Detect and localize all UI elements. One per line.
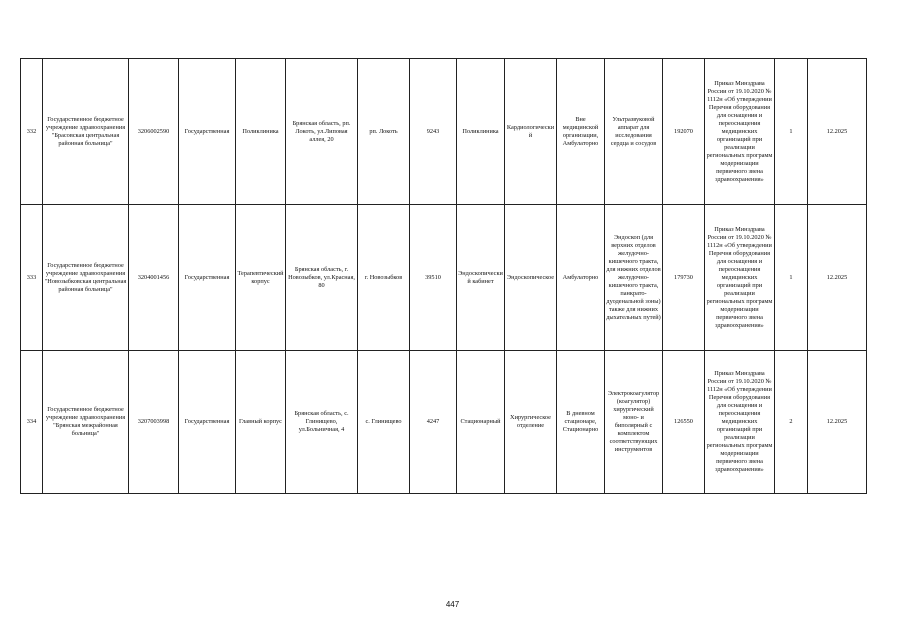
inn-code: 3207003998 — [129, 351, 179, 494]
equipment-code: 179730 — [663, 205, 705, 351]
locality-code: 4247 — [410, 351, 457, 494]
locality-code: 39510 — [410, 205, 457, 351]
care-form: Амбулаторно — [557, 205, 605, 351]
department: Поликлиника — [457, 59, 505, 205]
equipment-name: Эндоскоп (для верхних отделов желудочно-кишечного тракта, для нижних отделов желудочно-кишечного тракта, панкрато-дуоденальной зоны) также для нижних дыхательных путей) — [605, 205, 663, 351]
building-name: Поликлиника — [236, 59, 286, 205]
quantity: 2 — [775, 351, 808, 494]
equipment-code: 126550 — [663, 351, 705, 494]
row-number: 332 — [21, 59, 43, 205]
table-row — [21, 59, 867, 205]
order-reference: Приказ Минздрава России от 19.10.2020 № 1112н «Об утверждении Перечня оборудования для оснащения и переоснащения медицинских организаций при реализации региональных программ модернизации первичного звена здравоохранения» — [705, 351, 775, 494]
address: Брянская область, рп. Локоть, ул.Липовая аллея, 20 — [286, 59, 358, 205]
ownership-type: Государственная — [179, 59, 236, 205]
inn-code: 3206002590 — [129, 59, 179, 205]
table-row — [21, 205, 867, 351]
order-reference: Приказ Минздрава России от 19.10.2020 № 1112н «Об утверждении Перечня оборудования для оснащения и переоснащения медицинских организаций при реализации региональных программ модернизации первичного звена здравоохранения» — [705, 205, 775, 351]
ownership-type: Государственная — [179, 205, 236, 351]
building-name: Главный корпус — [236, 351, 286, 494]
inn-code: 3204001456 — [129, 205, 179, 351]
order-reference: Приказ Минздрава России от 19.10.2020 № 1112н «Об утверждении Перечня оборудования для оснащения и переоснащения медицинских организаций при реализации региональных программ модернизации первичного звена здравоохранения» — [705, 59, 775, 205]
address: Брянская область, г. Новозыбков, ул.Красная, 80 — [286, 205, 358, 351]
locality-code: 9243 — [410, 59, 457, 205]
organization-name: Государственное бюджетное учреждение здравоохранения "Брасовская центральная районная больница" — [43, 59, 129, 205]
quantity: 1 — [775, 205, 808, 351]
equipment-name: Электрокоагулятор (коагулятор) хирургический моно- и биполярный с комплектом соответствующих инструментов — [605, 351, 663, 494]
care-form: В дневном стационаре, Стационарно — [557, 351, 605, 494]
equipment-code: 192070 — [663, 59, 705, 205]
building-name: Терапевтический корпус — [236, 205, 286, 351]
care-form: Вне медицинской организации, Амбулаторно — [557, 59, 605, 205]
locality: с. Глинищево — [358, 351, 410, 494]
row-number: 334 — [21, 351, 43, 494]
page-number: 447 — [445, 600, 460, 609]
equipment-name: Ультразвуковой аппарат для исследования сердца и сосудов — [605, 59, 663, 205]
ownership-type: Государственная — [179, 351, 236, 494]
department: Эндоскопический кабинет — [457, 205, 505, 351]
table-row — [21, 351, 867, 494]
subdepartment: Эндоскопическое — [505, 205, 557, 351]
department: Стационарный — [457, 351, 505, 494]
organization-name: Государственное бюджетное учреждение здравоохранения "Новозыбковская центральная районная больница" — [43, 205, 129, 351]
subdepartment: Хирургическое отделение — [505, 351, 557, 494]
due-date: 12.2025 — [808, 351, 867, 494]
due-date: 12.2025 — [808, 205, 867, 351]
subdepartment: Кардиологический — [505, 59, 557, 205]
address: Брянская область, с. Глинищево, ул.Больничная, 4 — [286, 351, 358, 494]
due-date: 12.2025 — [808, 59, 867, 205]
equipment-table — [20, 58, 867, 494]
locality: рп. Локоть — [358, 59, 410, 205]
row-number: 333 — [21, 205, 43, 351]
locality: г. Новозыбков — [358, 205, 410, 351]
quantity: 1 — [775, 59, 808, 205]
organization-name: Государственное бюджетное учреждение здравоохранения "Брянская межрайонная больница" — [43, 351, 129, 494]
